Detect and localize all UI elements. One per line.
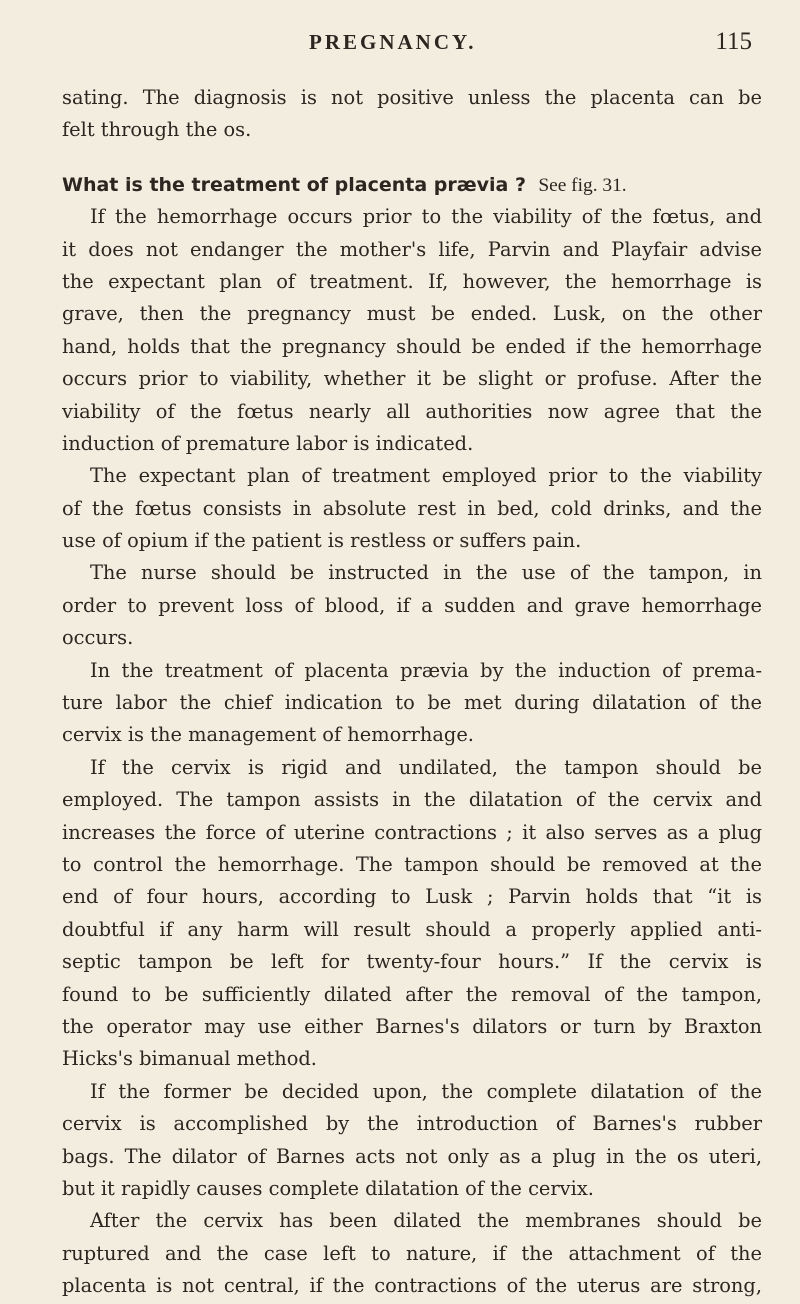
heading-figure-reference: See fig. 31. [538, 174, 627, 196]
question-heading [62, 169, 762, 201]
text-line: use of opium if the patient is restless or suffers pain. [62, 529, 582, 553]
text-line: induction of premature labor is indicated. [62, 431, 474, 455]
text-line: it does not endanger the mother's life, Parvin and Playfair advise [62, 237, 762, 261]
heading-question: What is the treatment of placenta prævia ? [62, 173, 526, 196]
text-line: cervix is the management of hemorrhage. [62, 723, 474, 747]
text-line: Hicks's bimanual method. [62, 1047, 317, 1071]
text-line: occurs prior to viability, whether it be slight or profuse. After the [62, 367, 762, 391]
text-line: end of four hours, according to Lusk ; Parvin holds that “it is [62, 885, 762, 909]
text-line: the expectant plan of treatment. If, however, the hemorrhage is [62, 269, 762, 293]
text-line: found to be sufficiently dilated after the removal of the tampon, [62, 982, 762, 1006]
paragraph-gap [62, 147, 762, 169]
text-line: to control the hemorrhage. The tampon should be removed at the [62, 852, 762, 876]
text-line: increases the force of uterine contractions ; it also serves as a plug [62, 820, 762, 844]
text-line: The expectant plan of treatment employed prior to the viability [90, 464, 762, 488]
text-line: ruptured and the case left to nature, if the attachment of the [62, 1241, 762, 1265]
text-line: sating. The diagnosis is not positive unless the placenta can be [62, 86, 762, 109]
text-line: employed. The tampon assists in the dilatation of the cervix and [62, 788, 762, 812]
text-line: If the hemorrhage occurs prior to the viability of the fœtus, and [90, 205, 762, 229]
text-line: placenta is not central, if the contractions of the uterus are strong, [62, 1274, 762, 1298]
text-line: ture labor the chief indication to be met during dilatation of the [62, 691, 762, 715]
body-text [62, 82, 762, 1302]
text-line: After the cervix has been dilated the membranes should be [90, 1209, 762, 1233]
text-line: In the treatment of placenta prævia by the induction of prema- [90, 658, 762, 682]
text-line: order to prevent loss of blood, if a sudden and grave hemorrhage [62, 593, 762, 617]
text-line: septic tampon be left for twenty-four hours.” If the cervix is [62, 950, 762, 974]
text-line: of the fœtus consists in absolute rest in bed, cold drinks, and the [62, 496, 762, 520]
text-line: If the cervix is rigid and undilated, the tampon should be [90, 755, 762, 779]
text-line: grave, then the pregnancy must be ended. Lusk, on the other [62, 302, 762, 326]
text-line: If the former be decided upon, the complete dilatation of the [90, 1079, 762, 1103]
text-line: doubtful if any harm will result should a properly applied anti- [62, 917, 762, 941]
text-line: cervix is accomplished by the introduction of Barnes's rubber [62, 1112, 762, 1136]
text-line: viability of the fœtus nearly all authorities now agree that the [62, 399, 762, 423]
text-line: the operator may use either Barnes's dilators or turn by Braxton [62, 1014, 762, 1038]
running-head [0, 30, 800, 60]
text-line: hand, holds that the pregnancy should be ended if the hemorrhage [62, 334, 762, 358]
text-line: bags. The dilator of Barnes acts not only as a plug in the os uteri, [62, 1144, 762, 1168]
running-title: PREGNANCY. [309, 30, 477, 54]
page-number: 115 [715, 28, 752, 55]
text-line: occurs. [62, 626, 134, 650]
text-line: but it rapidly causes complete dilatation of the cervix. [62, 1176, 594, 1200]
text-line: The nurse should be instructed in the use of the tampon, in [90, 561, 762, 585]
text-line: felt through the os. [62, 118, 252, 142]
